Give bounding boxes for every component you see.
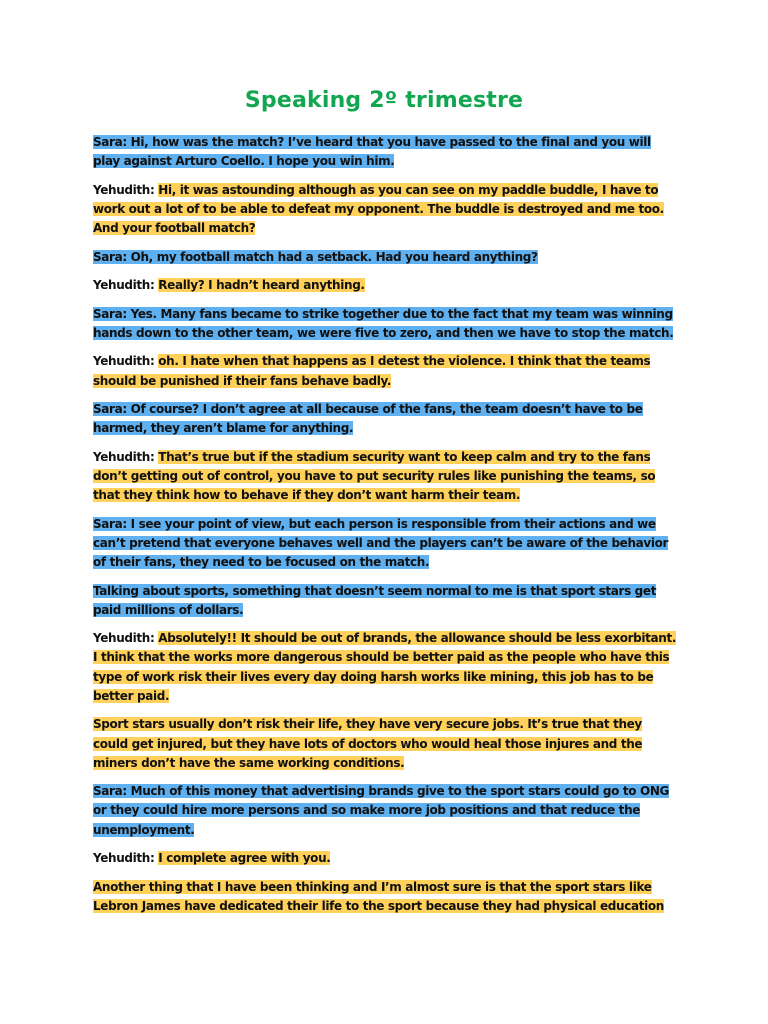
paragraph-text: I complete agree with you. (158, 851, 331, 866)
paragraph-text: oh. I hate when that happens as I detest the violence. I think that the teams should be punished if their fans behave badly. (93, 354, 651, 388)
paragraph-text: That’s true but if the stadium security want to keep calm and try to the fans don’t getting out of control, you have to put security rules like punishing the teams, so that they think how to behave if they don’t want harm their team. (93, 449, 656, 503)
paragraph-13 (93, 782, 679, 840)
paragraph-text: Sara: Much of this money that advertising brands give to the sport stars could go to ONG or they could hire more persons and so make more job positions and that reduce the unemployment. (93, 784, 670, 837)
paragraph-text: Sara: Hi, how was the match? I’ve heard that you have passed to the final and you will play against Arturo Coello. I hope you win him. (93, 135, 651, 169)
paragraph-5 (93, 305, 679, 343)
paragraph-text: Sara: Oh, my football match had a setback. Had you heard anything? (93, 249, 538, 264)
paragraph-14 (93, 849, 679, 868)
paragraph-text: Talking about sports, something that doesn’t seem normal to me is that sport stars get paid millions of dollars. (93, 583, 657, 617)
speaker-label: Yehudith: (93, 354, 159, 369)
paragraph-1 (93, 133, 679, 171)
paragraph-text: Sport stars usually don’t risk their life, they have very secure jobs. It’s true that they could get injured, but they have lots of doctors who would heal those injures and the miners don’t have the same working conditions. (93, 717, 643, 770)
paragraph-4 (93, 276, 679, 295)
paragraph-text: Really? I hadn’t heard anything. (158, 278, 365, 293)
paragraph-3 (93, 248, 679, 267)
paragraph-7 (93, 400, 679, 438)
paragraph-12 (93, 715, 679, 773)
paragraph-text: Absolutely!! It should be out of brands, the allowance should be less exorbitant. I think that the works more dangerous should be better paid as the people who have this type of work risk their lives every day doing harsh works like mining, this job has to be better paid. (93, 631, 677, 703)
paragraph-text: Sara: Yes. Many fans became to strike together due to the fact that my team was winning hands down to the other team, we were five to zero, and then we have to stop the match. (93, 306, 674, 340)
paragraph-11 (93, 629, 679, 706)
paragraph-2 (93, 181, 679, 239)
speaker-label: Yehudith: (93, 182, 159, 197)
speaker-label: Yehudith: (93, 851, 159, 866)
speaker-label: Yehudith: (93, 278, 159, 293)
paragraph-9 (93, 515, 679, 573)
paragraph-6 (93, 352, 679, 390)
paragraph-text: Sara: I see your point of view, but each person is responsible from their actions and we can’t pretend that everyone behaves well and the players can’t be aware of the behavior of their fans, they need to be focused on the match. (93, 516, 669, 570)
dialogue-body (93, 133, 679, 925)
page-title: Speaking 2º trimestre (244, 88, 524, 113)
paragraph-text: Hi, it was astounding although as you can see on my paddle buddle, I have to work out a lot of to be able to defeat my opponent. The buddle is destroyed and me too. And your football match? (93, 182, 664, 236)
paragraph-text: Sara: Of course? I don’t agree at all because of the fans, the team doesn’t have to be harmed, they aren’t blame for anything. (93, 402, 643, 436)
paragraph-8 (93, 448, 679, 506)
paragraph-text: Another thing that I have been thinking and I’m almost sure is that the sport stars like Lebron James have dedicated their life to the sport because they had physical education (93, 879, 664, 913)
paragraph-10 (93, 582, 679, 620)
paragraph-15 (93, 878, 679, 916)
speaker-label: Yehudith: (93, 631, 159, 646)
speaker-label: Yehudith: (93, 449, 159, 464)
